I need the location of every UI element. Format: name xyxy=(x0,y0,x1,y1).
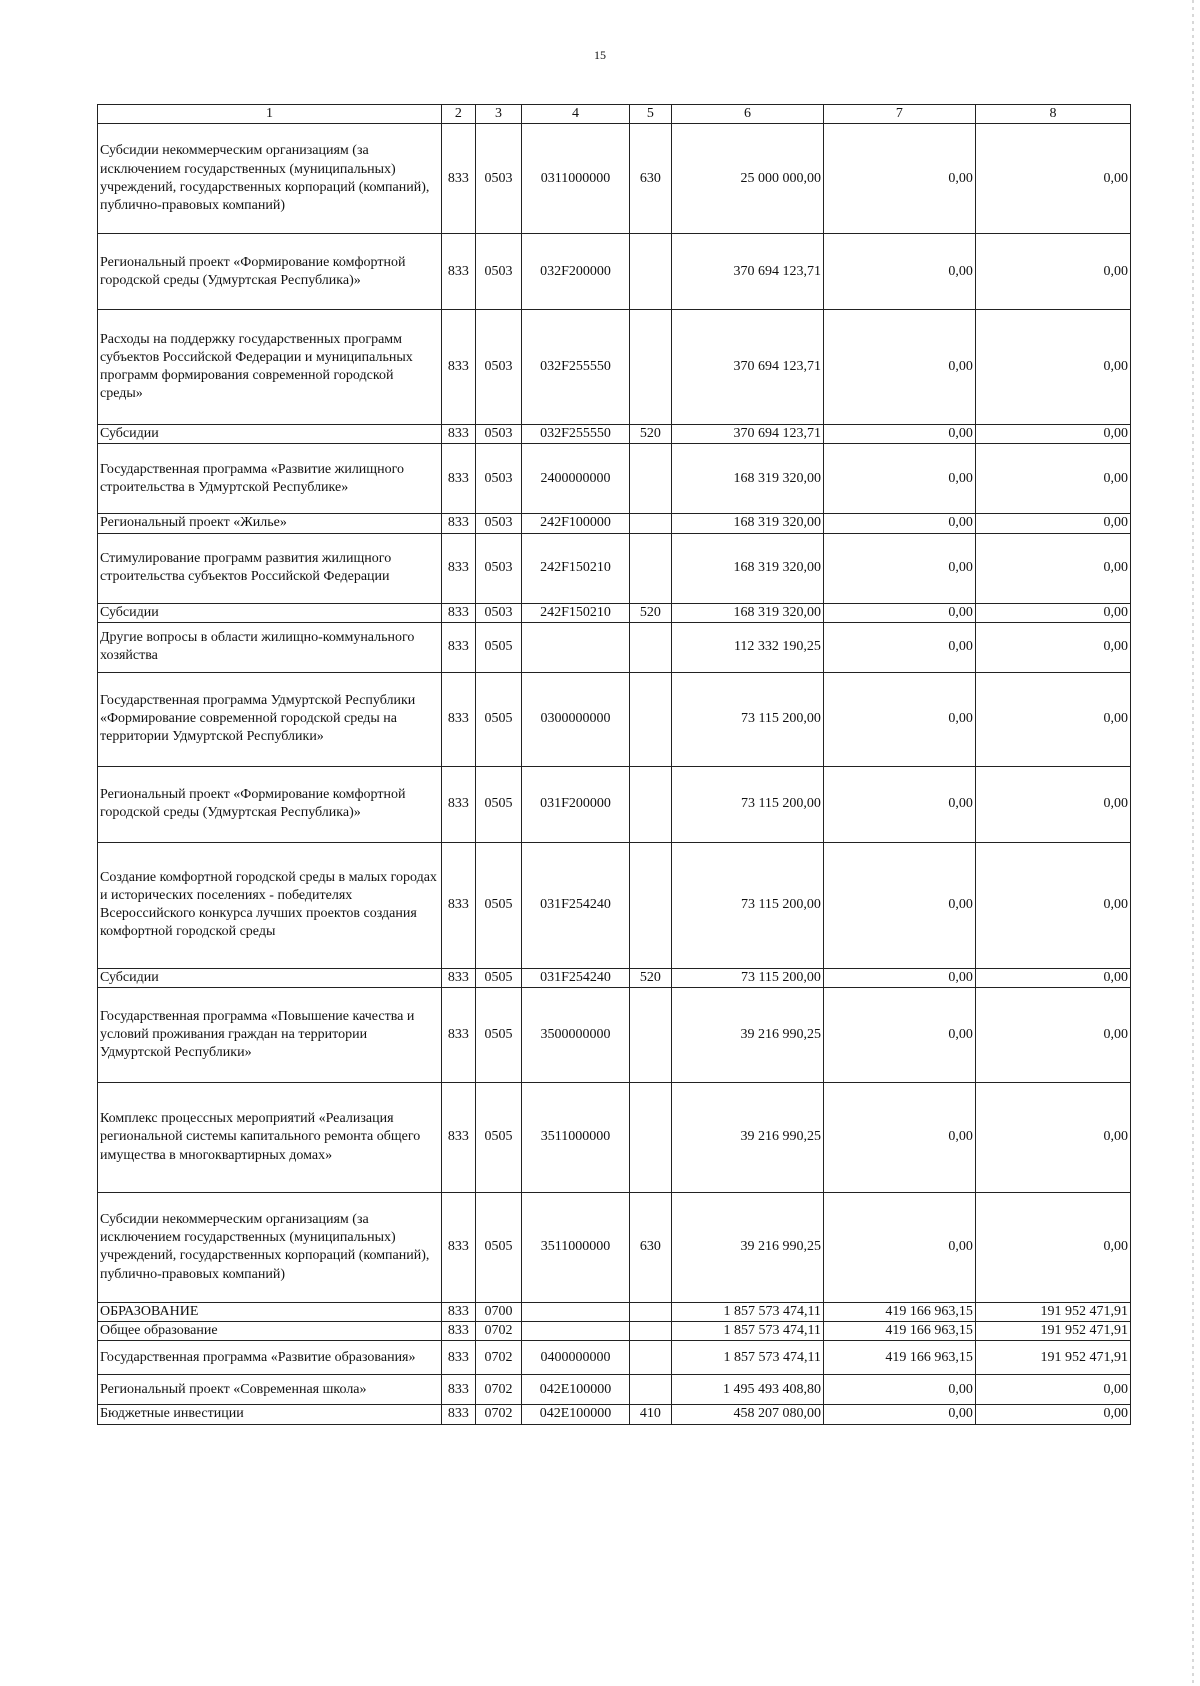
table-row xyxy=(98,1302,1131,1321)
amount-year3-cell: 0,00 xyxy=(975,1405,1130,1424)
amount-year2-cell: 0,00 xyxy=(823,124,975,234)
row-name-cell: Субсидии некоммерческим организациям (за исключением государственных (муниципальных) учреждений, государственных корпораций (компаний), публично-правовых компаний) xyxy=(98,1192,442,1302)
target-article-cell: 031F254240 xyxy=(522,842,630,968)
amount-year1-cell: 1 495 493 408,80 xyxy=(671,1375,823,1405)
ved-code-cell: 833 xyxy=(441,1341,475,1375)
section-code-cell: 0505 xyxy=(475,987,521,1082)
amount-year1-cell: 112 332 190,25 xyxy=(671,622,823,672)
row-name-cell: Региональный проект «Формирование комфортной городской среды (Удмуртская Республика)» xyxy=(98,766,442,842)
table-row xyxy=(98,968,1131,987)
amount-year1-cell: 25 000 000,00 xyxy=(671,124,823,234)
section-code-cell: 0503 xyxy=(475,533,521,603)
ved-code-cell: 833 xyxy=(441,968,475,987)
expense-type-cell xyxy=(629,444,671,514)
amount-year1-cell: 168 319 320,00 xyxy=(671,444,823,514)
amount-year1-cell: 39 216 990,25 xyxy=(671,987,823,1082)
amount-year1-cell: 73 115 200,00 xyxy=(671,842,823,968)
amount-year2-cell: 419 166 963,15 xyxy=(823,1341,975,1375)
table-row xyxy=(98,1082,1131,1192)
amount-year2-cell: 0,00 xyxy=(823,842,975,968)
row-name-cell: Государственная программа Удмуртской Республики «Формирование современной городской среды на территории Удмуртской Республики» xyxy=(98,672,442,766)
amount-year1-cell: 168 319 320,00 xyxy=(671,533,823,603)
amount-year3-cell: 0,00 xyxy=(975,234,1130,310)
row-name-cell: ОБРАЗОВАНИЕ xyxy=(98,1302,442,1321)
table-row xyxy=(98,514,1131,533)
column-number-row xyxy=(98,105,1131,124)
section-code-cell: 0503 xyxy=(475,310,521,425)
target-article-cell: 0311000000 xyxy=(522,124,630,234)
amount-year3-cell: 0,00 xyxy=(975,1192,1130,1302)
amount-year3-cell: 0,00 xyxy=(975,766,1130,842)
column-header: 2 xyxy=(441,105,475,124)
section-code-cell: 0505 xyxy=(475,842,521,968)
target-article-cell xyxy=(522,622,630,672)
expense-type-cell: 520 xyxy=(629,968,671,987)
amount-year2-cell: 0,00 xyxy=(823,672,975,766)
section-code-cell: 0505 xyxy=(475,1192,521,1302)
target-article-cell: 032F255550 xyxy=(522,310,630,425)
table-row xyxy=(98,1375,1131,1405)
amount-year1-cell: 370 694 123,71 xyxy=(671,425,823,444)
amount-year3-cell: 191 952 471,91 xyxy=(975,1341,1130,1375)
amount-year1-cell: 73 115 200,00 xyxy=(671,672,823,766)
target-article-cell: 031F254240 xyxy=(522,968,630,987)
amount-year2-cell: 0,00 xyxy=(823,234,975,310)
column-header: 5 xyxy=(629,105,671,124)
amount-year3-cell: 0,00 xyxy=(975,603,1130,622)
target-article-cell: 3500000000 xyxy=(522,987,630,1082)
amount-year1-cell: 458 207 080,00 xyxy=(671,1405,823,1424)
table-row xyxy=(98,987,1131,1082)
ved-code-cell: 833 xyxy=(441,1302,475,1321)
table-row xyxy=(98,533,1131,603)
expense-type-cell xyxy=(629,1341,671,1375)
ved-code-cell: 833 xyxy=(441,766,475,842)
table-row xyxy=(98,766,1131,842)
amount-year3-cell: 0,00 xyxy=(975,987,1130,1082)
row-name-cell: Другие вопросы в области жилищно-коммунального хозяйства xyxy=(98,622,442,672)
target-article-cell: 3511000000 xyxy=(522,1082,630,1192)
table-row xyxy=(98,1322,1131,1341)
expense-type-cell xyxy=(629,1322,671,1341)
target-article-cell: 242F150210 xyxy=(522,603,630,622)
amount-year1-cell: 1 857 573 474,11 xyxy=(671,1302,823,1321)
expense-type-cell xyxy=(629,1375,671,1405)
section-code-cell: 0505 xyxy=(475,968,521,987)
table-row xyxy=(98,310,1131,425)
column-header: 8 xyxy=(975,105,1130,124)
section-code-cell: 0505 xyxy=(475,766,521,842)
expense-type-cell xyxy=(629,766,671,842)
target-article-cell: 0400000000 xyxy=(522,1341,630,1375)
section-code-cell: 0503 xyxy=(475,444,521,514)
target-article-cell: 031F200000 xyxy=(522,766,630,842)
ved-code-cell: 833 xyxy=(441,124,475,234)
amount-year3-cell: 0,00 xyxy=(975,514,1130,533)
table-row xyxy=(98,1192,1131,1302)
amount-year3-cell: 0,00 xyxy=(975,1375,1130,1405)
amount-year1-cell: 370 694 123,71 xyxy=(671,234,823,310)
row-name-cell: Субсидии xyxy=(98,603,442,622)
ved-code-cell: 833 xyxy=(441,1082,475,1192)
row-name-cell: Региональный проект «Жилье» xyxy=(98,514,442,533)
ved-code-cell: 833 xyxy=(441,310,475,425)
amount-year1-cell: 1 857 573 474,11 xyxy=(671,1341,823,1375)
amount-year3-cell: 0,00 xyxy=(975,842,1130,968)
table-row xyxy=(98,234,1131,310)
table-row xyxy=(98,672,1131,766)
target-article-cell: 2400000000 xyxy=(522,444,630,514)
ved-code-cell: 833 xyxy=(441,1405,475,1424)
amount-year3-cell: 0,00 xyxy=(975,622,1130,672)
expense-type-cell xyxy=(629,234,671,310)
target-article-cell: 3511000000 xyxy=(522,1192,630,1302)
ved-code-cell: 833 xyxy=(441,987,475,1082)
row-name-cell: Государственная программа «Повышение качества и условий проживания граждан на территории Удмуртской Республики» xyxy=(98,987,442,1082)
amount-year3-cell: 191 952 471,91 xyxy=(975,1322,1130,1341)
table-row xyxy=(98,603,1131,622)
target-article-cell xyxy=(522,1302,630,1321)
ved-code-cell: 833 xyxy=(441,533,475,603)
target-article-cell: 242F100000 xyxy=(522,514,630,533)
table-row xyxy=(98,1341,1131,1375)
section-code-cell: 0700 xyxy=(475,1302,521,1321)
ved-code-cell: 833 xyxy=(441,672,475,766)
amount-year2-cell: 0,00 xyxy=(823,533,975,603)
column-header: 7 xyxy=(823,105,975,124)
amount-year2-cell: 419 166 963,15 xyxy=(823,1302,975,1321)
expense-type-cell xyxy=(629,842,671,968)
amount-year1-cell: 73 115 200,00 xyxy=(671,766,823,842)
amount-year3-cell: 0,00 xyxy=(975,672,1130,766)
amount-year1-cell: 1 857 573 474,11 xyxy=(671,1322,823,1341)
amount-year2-cell: 0,00 xyxy=(823,968,975,987)
target-article-cell: 042E100000 xyxy=(522,1375,630,1405)
column-header: 1 xyxy=(98,105,442,124)
amount-year3-cell: 0,00 xyxy=(975,310,1130,425)
ved-code-cell: 833 xyxy=(441,425,475,444)
page-number: 15 xyxy=(594,48,606,62)
row-name-cell: Бюджетные инвестиции xyxy=(98,1405,442,1424)
section-code-cell: 0503 xyxy=(475,234,521,310)
ved-code-cell: 833 xyxy=(441,514,475,533)
target-article-cell: 032F200000 xyxy=(522,234,630,310)
target-article-cell: 242F150210 xyxy=(522,533,630,603)
row-name-cell: Государственная программа «Развитие образования» xyxy=(98,1341,442,1375)
amount-year2-cell: 0,00 xyxy=(823,1375,975,1405)
section-code-cell: 0503 xyxy=(475,514,521,533)
table-row xyxy=(98,124,1131,234)
amount-year2-cell: 0,00 xyxy=(823,987,975,1082)
section-code-cell: 0505 xyxy=(475,1082,521,1192)
ved-code-cell: 833 xyxy=(441,1322,475,1341)
row-name-cell: Комплекс процессных мероприятий «Реализация региональной системы капитального ремонта общего имущества в многоквартирных домах» xyxy=(98,1082,442,1192)
section-code-cell: 0702 xyxy=(475,1375,521,1405)
ved-code-cell: 833 xyxy=(441,842,475,968)
amount-year2-cell: 0,00 xyxy=(823,514,975,533)
amount-year2-cell: 0,00 xyxy=(823,425,975,444)
table-row xyxy=(98,1405,1131,1424)
table-row xyxy=(98,622,1131,672)
amount-year3-cell: 191 952 471,91 xyxy=(975,1302,1130,1321)
row-name-cell: Субсидии xyxy=(98,968,442,987)
section-code-cell: 0702 xyxy=(475,1322,521,1341)
amount-year3-cell: 0,00 xyxy=(975,533,1130,603)
expense-type-cell xyxy=(629,533,671,603)
ved-code-cell: 833 xyxy=(441,1192,475,1302)
amount-year2-cell: 0,00 xyxy=(823,766,975,842)
expense-type-cell xyxy=(629,1302,671,1321)
column-header: 6 xyxy=(671,105,823,124)
expense-type-cell xyxy=(629,622,671,672)
expense-type-cell xyxy=(629,514,671,533)
expense-type-cell: 410 xyxy=(629,1405,671,1424)
row-name-cell: Субсидии некоммерческим организациям (за исключением государственных (муниципальных) учреждений, государственных корпораций (компаний), публично-правовых компаний) xyxy=(98,124,442,234)
amount-year2-cell: 0,00 xyxy=(823,1405,975,1424)
section-code-cell: 0505 xyxy=(475,622,521,672)
row-name-cell: Стимулирование программ развития жилищного строительства субъектов Российской Федерации xyxy=(98,533,442,603)
section-code-cell: 0505 xyxy=(475,672,521,766)
ved-code-cell: 833 xyxy=(441,1375,475,1405)
section-code-cell: 0503 xyxy=(475,425,521,444)
amount-year2-cell: 0,00 xyxy=(823,603,975,622)
amount-year2-cell: 419 166 963,15 xyxy=(823,1322,975,1341)
table-row xyxy=(98,444,1131,514)
expense-type-cell: 630 xyxy=(629,1192,671,1302)
ved-code-cell: 833 xyxy=(441,234,475,310)
column-header: 3 xyxy=(475,105,521,124)
section-code-cell: 0503 xyxy=(475,124,521,234)
amount-year1-cell: 39 216 990,25 xyxy=(671,1082,823,1192)
amount-year2-cell: 0,00 xyxy=(823,622,975,672)
target-article-cell xyxy=(522,1322,630,1341)
row-name-cell: Расходы на поддержку государственных программ субъектов Российской Федерации и муниципальных программ формирования современной городской среды» xyxy=(98,310,442,425)
amount-year1-cell: 370 694 123,71 xyxy=(671,310,823,425)
row-name-cell: Субсидии xyxy=(98,425,442,444)
expense-type-cell: 520 xyxy=(629,603,671,622)
amount-year3-cell: 0,00 xyxy=(975,124,1130,234)
amount-year1-cell: 73 115 200,00 xyxy=(671,968,823,987)
amount-year2-cell: 0,00 xyxy=(823,310,975,425)
expense-type-cell: 630 xyxy=(629,124,671,234)
ved-code-cell: 833 xyxy=(441,622,475,672)
expense-type-cell xyxy=(629,987,671,1082)
amount-year1-cell: 168 319 320,00 xyxy=(671,514,823,533)
amount-year3-cell: 0,00 xyxy=(975,1082,1130,1192)
target-article-cell: 0300000000 xyxy=(522,672,630,766)
section-code-cell: 0702 xyxy=(475,1341,521,1375)
section-code-cell: 0503 xyxy=(475,603,521,622)
expense-type-cell: 520 xyxy=(629,425,671,444)
amount-year2-cell: 0,00 xyxy=(823,444,975,514)
amount-year1-cell: 168 319 320,00 xyxy=(671,603,823,622)
expense-type-cell xyxy=(629,672,671,766)
expense-type-cell xyxy=(629,1082,671,1192)
target-article-cell: 032F255550 xyxy=(522,425,630,444)
table-row xyxy=(98,842,1131,968)
row-name-cell: Общее образование xyxy=(98,1322,442,1341)
table-row xyxy=(98,425,1131,444)
expense-type-cell xyxy=(629,310,671,425)
ved-code-cell: 833 xyxy=(441,603,475,622)
section-code-cell: 0702 xyxy=(475,1405,521,1424)
row-name-cell: Создание комфортной городской среды в малых городах и исторических поселениях - победителях Всероссийского конкурса лучших проектов создания комфортной городской среды xyxy=(98,842,442,968)
column-header: 4 xyxy=(522,105,630,124)
row-name-cell: Региональный проект «Формирование комфортной городской среды (Удмуртская Республика)» xyxy=(98,234,442,310)
amount-year1-cell: 39 216 990,25 xyxy=(671,1192,823,1302)
amount-year3-cell: 0,00 xyxy=(975,444,1130,514)
row-name-cell: Региональный проект «Современная школа» xyxy=(98,1375,442,1405)
scan-edge-artifact xyxy=(1192,0,1194,1686)
ved-code-cell: 833 xyxy=(441,444,475,514)
row-name-cell: Государственная программа «Развитие жилищного строительства в Удмуртской Республике» xyxy=(98,444,442,514)
amount-year2-cell: 0,00 xyxy=(823,1082,975,1192)
amount-year3-cell: 0,00 xyxy=(975,968,1130,987)
target-article-cell: 042E100000 xyxy=(522,1405,630,1424)
budget-table xyxy=(97,104,1131,1425)
amount-year2-cell: 0,00 xyxy=(823,1192,975,1302)
amount-year3-cell: 0,00 xyxy=(975,425,1130,444)
